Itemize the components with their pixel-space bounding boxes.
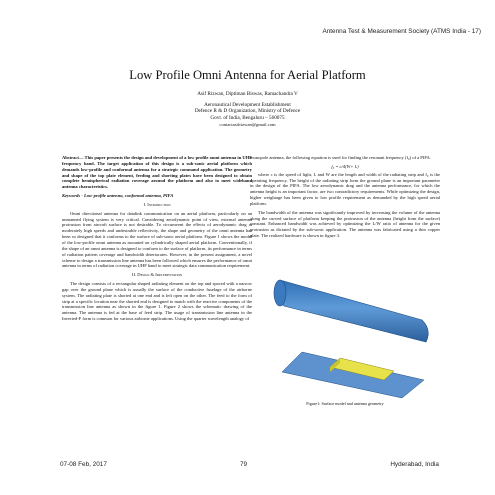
paper-title: Low Profile Omni Antenna for Aerial Platform [129,68,366,82]
intro-paragraph: Omni directional antenna for datalink communication on an aerial platform, particularly on an unmanned flying system is very critical. Considering aerodynamic point of view, external antenna protrusion from aircraft surface is not desirable. To circumvent the effects of aerodynamic drag at moderately high speeds and undesirable reflectivity, the shape and geometry of the omni antenna has been so designed that it conforms to the surface of sub-sonic aerial platform. Figure 1 shows the model of the low-profile omni antenna as mounted on cylindrically shaped aerial platform. Conventionally, if the shape of an omni antenna is designed to conform to the surface of platform, its performance in terms of radiation pattern coverage and bandwidth deteriorates. However, in the present assignment, a novel scheme to design a transmission line antenna has been followed which ensures the performance of omni antenna in terms of radiation coverage in UHF band to meet strategic data communication requirement. [62,210,252,269]
footer-place: Hyderabad, India [390,461,439,468]
conference-header: Antenna Test & Measurement Society (ATMS India - 17) [322,28,481,35]
design-paragraph: The design consists of a rectangular shaped radiating element on the top and spaced with a narrow gap over the ground plane which is usually the surface of the conductive fuselage of the airborne system. The radiating plate is shorted at one end and is left open on the other. The feed to the form of strip at a specific location near the shorted end is designed to match with the reactive components of the transmission line antenna as shown in the figure 1. Figure 2 shows the schematic drawing of the antenna. The antenna is fed at the base of feed strip. The usage of transmission line antenna in the Inverted-F form is common for various airborne applications. Using the quarter wavelength analogy of [62,281,252,322]
section-heading-introduction: I. Introduction [143,201,171,207]
authors: Asif Rizwan, Diptiman Biswas, Ramachandra V [197,91,298,97]
author-block [0,91,495,129]
resonant-equation: f₀ = c/4(W+ L) [331,163,359,169]
affiliation-2: Defence R & D Organization, Ministry of Defence [194,108,301,115]
footer-date: 07-08 Feb, 2017 [60,461,107,468]
left-column [62,155,252,325]
affiliation-3: Govt. of India, Bengaluru – 560075 [210,115,285,122]
right-paragraph-1: monopole antenna, the following equation is used for finding the resonant frequency (f₀) of a PIFA. [250,155,431,160]
right-paragraph-3: The bandwidth of the antenna was significantly improved by increasing the volume of the antenna along the curved surface of platform keeping the protrusion of the antenna (height from the surface) constant. Enhanced bandwidth was achieved by optimizing the L/W ratio of antenna for the given protrusion as dictated by the sub-sonic application. The antenna was fabricated using a thin copper plate. The realized hardware is shown in figure 3. [250,209,440,239]
section-heading-design: II. Design & Implementation [131,272,182,278]
right-paragraph-2: where c is the speed of light, L and W are the length and width of the radiating strip and f₀ is the operating frequency. The height of the radiating strip form the ground plane is an important parameter in the design of the PIFA. The low aerodynamic drag and the antenna performance, for which the antenna height is an important factor, are two contradictory requirements. While optimizing the design, higher weightage has been given to low profile requirement as demanded by the high speed aerial platform. [250,171,440,206]
antenna-figure [252,272,438,400]
affiliation-1: Aeronautical Development Establishment [204,101,291,108]
page-number: 79 [240,461,248,468]
abstract: Abstract— This paper presents the design and development of a low profile omni antenna in UHF frequency band. The target application of this design is a sub-sonic aerial platform which demands low-profile and conformal antenna for a strategic command application. The geometry and shape of the top plate element, feeding and shorting plates have been designed to obtain complete hemispherical radiation coverage around the platform and also to meet wideband antenna characteristics. [62,155,252,190]
cylinder-body [274,280,428,342]
keywords: Keywords - Low-profile antenna, conformal antenna, PIFA [62,193,174,199]
email: contactasifrizwan@gmail.com [219,121,276,127]
zoomed-antenna [282,352,424,398]
figure-caption: Figure1: Surface model and antenna geometry [306,401,384,406]
right-column [250,155,440,242]
